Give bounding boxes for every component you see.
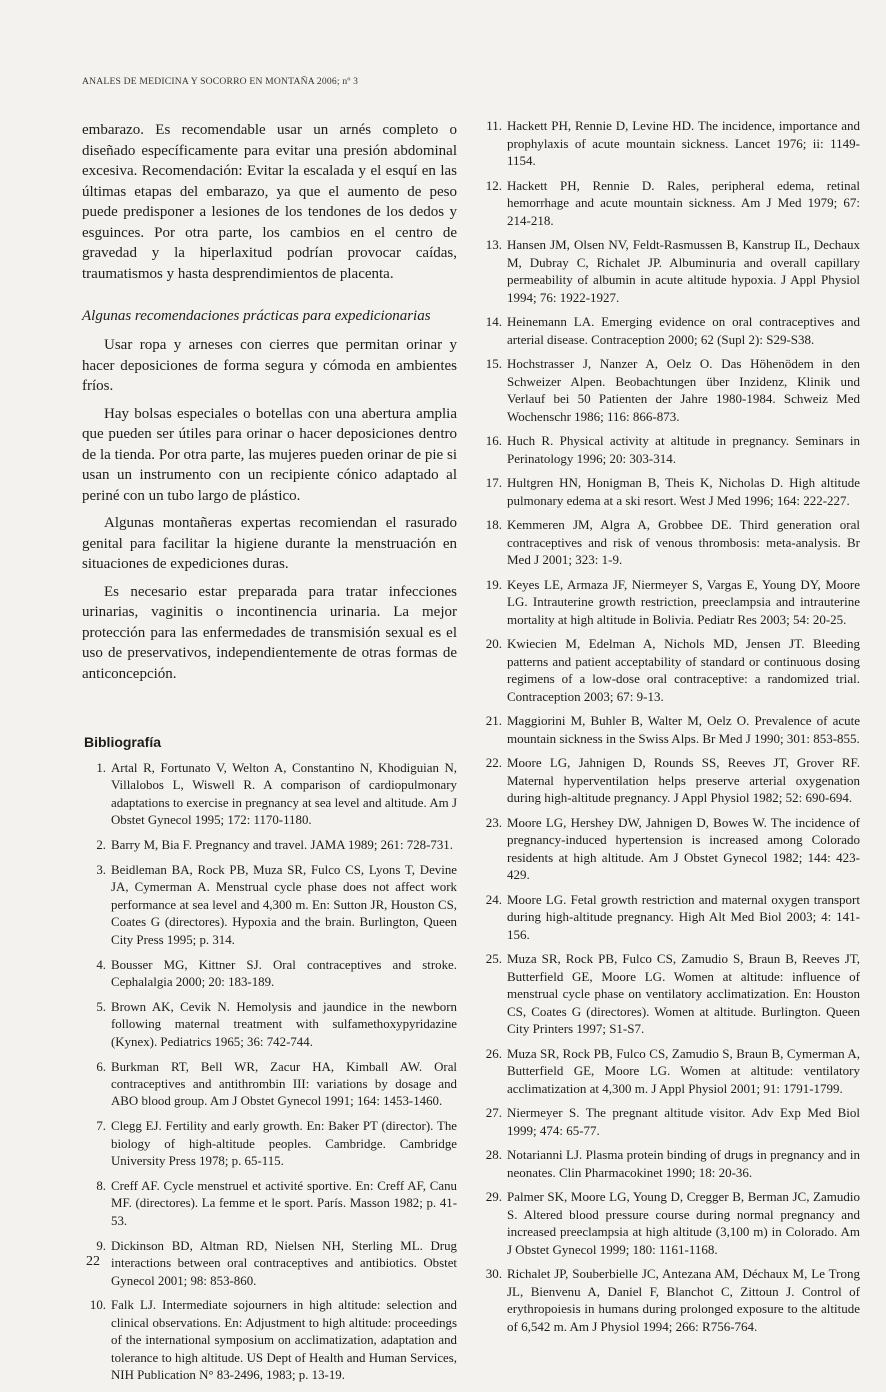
reference-number: 17. — [485, 475, 502, 490]
reference-text: Hackett PH, Rennie D, Levine HD. The incidence, importance and prophylaxis of acute mountain sickness. Lancet 1976; ii: 1149-1154. — [507, 118, 860, 168]
left-column — [82, 120, 457, 1392]
reference-text: Moore LG. Fetal growth restriction and maternal oxygen transport during high-altitude pregnancy. High Alt Med Biol 2003; 4: 141-156. — [507, 891, 860, 942]
reference-number: 19. — [485, 576, 502, 592]
reference-item — [478, 432, 860, 467]
reference-number: 11. — [486, 118, 502, 133]
reference-item — [478, 576, 860, 629]
reference-number: 15. — [485, 356, 502, 371]
reference-item — [478, 635, 860, 705]
reference-text: Clegg EJ. Fertility and early growth. En: Baker PT (director). The biology of high-altitude peoples. Cambridge. Cambridge University Press 1978; p. 65-115. — [111, 1119, 457, 1169]
reference-text: Kemmeren JM, Algra A, Grobbee DE. Third generation oral contraceptives and risk of venous thrombosis: meta-analysis. Br Med J 2001; 323: 1-9. — [507, 517, 860, 567]
reference-number: 9. — [96, 1238, 106, 1253]
reference-text: Artal R, Fortunato V, Welton A, Constantino N, Khodiguian N, Villalobos L, Wiswell R. A comparison of cardiopulmonary adaptations to exercise in pregnancy at sea level and altitude. Am J Obstet Gynecol 1995; 172: 1170-1180. — [111, 761, 457, 828]
reference-item — [82, 999, 457, 1051]
reference-item — [478, 117, 860, 170]
reference-text: Hackett PH, Rennie D. Rales, peripheral edema, retinal hemorrhage and acute mountain sickness. Am J Med 1979; 67: 214-218. — [507, 177, 860, 228]
reference-text: Muza SR, Rock PB, Fulco CS, Zamudio S, Braun B, Reeves JT, Butterfield GE, Moore LG. Women at altitude: influence of menstrual cycle phase on ventilatory acclimatization. En: Houston CS, Coates G (directores). Women at altitude. Burlington. Queen City Printers 1997; S1-S7. — [507, 951, 860, 1036]
reference-item — [82, 837, 457, 854]
reference-number: 4. — [96, 957, 106, 972]
reference-text: Burkman RT, Bell WR, Zacur HA, Kimball AW. Oral contraceptives and antithrombin III: variations by dosage and ABO blood group. Am J Obstet Gynecol 1991; 164: 1453-1460. — [111, 1059, 457, 1109]
reference-item — [478, 1265, 860, 1335]
reference-text: Hultgren HN, Honigman B, Theis K, Nicholas D. High altitude pulmonary edema at a ski resort. West J Med 1996; 164: 222-227. — [507, 475, 860, 508]
reference-item — [478, 313, 860, 348]
body-paragraph: Usar ropa y arneses con cierres que permitan orinar y hacer deposiciones de forma segura y cómoda en ambientes fríos. — [82, 337, 457, 394]
reference-item — [478, 1146, 860, 1181]
reference-item — [82, 862, 457, 949]
reference-number: 21. — [485, 713, 502, 728]
reference-number: 16. — [485, 433, 502, 448]
reference-number: 22. — [485, 755, 502, 770]
reference-text: Heinemann LA. Emerging evidence on oral contraceptives and arterial disease. Contraception 2000; 62 (Supl 2): S29-S38. — [507, 314, 860, 347]
reference-number: 27. — [485, 1105, 502, 1120]
running-head: ANALES DE MEDICINA Y SOCORRO EN MONTAÑA 2006; nº 3 — [82, 76, 359, 87]
reference-text: Notarianni LJ. Plasma protein binding of drugs in pregnancy and in neonates. Clin Pharmacokinet 1990; 18: 20-36. — [507, 1147, 860, 1180]
reference-item — [478, 1045, 860, 1098]
body-paragraph: Algunas montañeras expertas recomiendan el rasurado genital para facilitar la higiene durante la menstruación en situaciones de expediciones duras. — [82, 515, 457, 572]
reference-item — [478, 1104, 860, 1139]
reference-item — [82, 1059, 457, 1111]
reference-text: Palmer SK, Moore LG, Young D, Cregger B, Berman JC, Zamudio S. Altered blood pressure course during normal pregnancy and increased preeclampsia at high altitude (3,100 m) in Colorado. Am J Obstet Gynecol 1999; 180: 1161-1168. — [507, 1189, 860, 1257]
reference-text: Moore LG, Hershey DW, Jahnigen D, Bowes W. The incidence of pregnancy-induced hypertension is increased among Colorado residents at high altitude. Am J Obstet Gynecol 1982; 144: 423-429. — [507, 814, 860, 882]
reference-text: Maggiorini M, Buhler B, Walter M, Oelz O. Prevalence of acute mountain sickness in the Swiss Alps. Br Med J 1990; 301: 853-855. — [507, 713, 860, 746]
reference-text: Creff AF. Cycle menstruel et activité sportive. En: Creff AF, Canu MF. (directores). La femme et le sport. París. Masson 1982; p. 41-53. — [111, 1179, 457, 1228]
reference-text: Falk LJ. Intermediate sojourners in high altitude: selection and clinical observations. En: Adjustment to high altitude: proceedings of the international symposium on acclimatization, adaptation and tolerance to high altitude. US Dept of Health and Human Services, NIH Publication N° 83-2496, 1983; p. 13-19. — [111, 1298, 457, 1383]
reference-item — [478, 355, 860, 425]
reference-text: Huch R. Physical activity at altitude in pregnancy. Seminars in Perinatology 1996; 20: 303-314. — [507, 433, 860, 466]
reference-item — [82, 1178, 457, 1230]
reference-number: 6. — [96, 1059, 106, 1074]
reference-list-right — [478, 117, 860, 1335]
reference-item — [82, 1238, 457, 1290]
reference-number: 25. — [485, 951, 502, 966]
reference-number: 13. — [485, 237, 502, 252]
reference-item — [478, 814, 860, 884]
reference-text: Hochstrasser J, Nanzer A, Oelz O. Das Höhenödem in den Schweizer Alpen. Beobachtungen über Inzidenz, Klinik und Verlauf bei 50 Patienten der Jahre 1980-1984. Schweiz Med Wochenschr 1986; 116: 866-873. — [507, 356, 860, 424]
reference-text: Barry M, Bia F. Pregnancy and travel. JAMA 1989; 261: 728-731. — [111, 838, 453, 853]
reference-number: 30. — [485, 1266, 502, 1281]
reference-number: 2. — [96, 838, 106, 853]
reference-list-left — [82, 760, 457, 1385]
reference-number: 8. — [96, 1179, 106, 1194]
intro-paragraph: embarazo. Es recomendable usar un arnés completo o diseñado específicamente para evitar una presión abdominal excesiva. Recomendación: Evitar la escalada y el esquí en las últimas etapas del embarazo, ya que el aumento de peso puede predisponer a lesiones de los tendones de los dedos y esguinces. Por otra parte, los cambios en el centro de gravedad y la hiperlaxitud podrían provocar caídas, traumatismos y hasta desprendimientos de placenta. — [82, 122, 457, 282]
reference-text: Niermeyer S. The pregnant altitude visitor. Adv Exp Med Biol 1999; 474: 65-77. — [507, 1105, 860, 1138]
body-paragraph: Hay bolsas especiales o botellas con una abertura amplia que pueden ser útiles para orinar o hacer deposiciones dentro de la tienda. Por otra parte, las mujeres pueden orinar de pie si usan un instrumento con un recipiente cónico adaptado al periné con un tubo largo de plástico. — [82, 405, 457, 504]
reference-item — [82, 1118, 457, 1170]
reference-number: 1. — [96, 761, 106, 775]
right-column — [478, 117, 860, 1342]
reference-number: 5. — [96, 999, 106, 1014]
reference-number: 7. — [96, 1119, 106, 1134]
reference-number: 10. — [89, 1298, 106, 1313]
reference-item — [82, 1297, 457, 1384]
reference-item — [478, 754, 860, 807]
reference-number: 24. — [485, 891, 502, 907]
reference-text: Dickinson BD, Altman RD, Nielsen NH, Sterling ML. Drug interactions between oral contraceptives and antibiotics. Obstet Gynecol 2001; 98: 853-860. — [111, 1238, 457, 1288]
reference-item — [478, 516, 860, 569]
reference-number: 28. — [485, 1147, 502, 1162]
reference-text: Kwiecien M, Edelman A, Nichols MD, Jensen JT. Bleeding patterns and patient acceptability of standard or continuous dosing regimens of a low-dose oral contraceptive: a randomized trial. Contraception 2003; 67: 9-13. — [507, 636, 860, 704]
reference-text: Muza SR, Rock PB, Fulco CS, Zamudio S, Braun B, Cymerman A, Butterfield GE, Moore LG. Women at altitude: ventilatory acclimatization at 4,300 m. J Appl Physiol 2001; 91: 1791-1799. — [507, 1045, 860, 1096]
bibliography-heading: Bibliografía — [84, 734, 162, 750]
reference-number: 12. — [485, 177, 502, 193]
page-number: 22 — [86, 1254, 100, 1269]
reference-item — [478, 474, 860, 509]
reference-number: 3. — [96, 863, 106, 878]
reference-item — [82, 957, 457, 992]
reference-item — [478, 1188, 860, 1258]
reference-item — [478, 891, 860, 944]
body-paragraph: Es necesario estar preparada para tratar infecciones urinarias, vaginitis o incontinencia urinaria. La mejor protección para las enfermedades de transmisión sexual es el uso de preservativos, independientemente de otras formas de anticoncepción. — [82, 583, 457, 682]
reference-item — [82, 760, 457, 830]
reference-text: Moore LG, Jahnigen D, Rounds SS, Reeves JT, Grover RF. Maternal hyperventilation helps preserve arterial oxygenation during high-altitude pregnancy. J Appl Physiol 1982; 52: 690-694. — [507, 755, 860, 805]
reference-item — [478, 177, 860, 230]
reference-number: 29. — [485, 1189, 502, 1204]
reference-text: Hansen JM, Olsen NV, Feldt-Rasmussen B, Kanstrup IL, Dechaux M, Dubray C, Richalet JP. Albuminuria and overall capillary permeability of albumin in acute altitude hypoxia. J Appl Physiol 1994; 76: 1922-1927. — [507, 237, 860, 305]
reference-text: Richalet JP, Souberbielle JC, Antezana AM, Déchaux M, Le Trong JL, Bienvenu A, Daniel F, Blanchot C, Zittoun J. Control of erythropoiesis in humans during prolonged exposure to the altitude of 6,542 m. Am J Physiol 1994; 266: R756-764. — [507, 1266, 860, 1334]
reference-item — [478, 712, 860, 747]
reference-number: 23. — [485, 814, 502, 830]
section-heading: Algunas recomendaciones prácticas para expedicionarias — [82, 308, 431, 324]
reference-item — [478, 236, 860, 306]
reference-number: 26. — [485, 1045, 502, 1061]
reference-text: Keyes LE, Armaza JF, Niermeyer S, Vargas E, Young DY, Moore LG. Intrauterine growth restriction, preeclampsia and intrauterine mortality at high altitude in Bolivia. Pediatr Res 2003; 54: 20-25. — [507, 576, 860, 627]
reference-number: 18. — [485, 517, 502, 532]
reference-number: 20. — [485, 636, 502, 651]
reference-item — [478, 950, 860, 1038]
reference-text: Beidleman BA, Rock PB, Muza SR, Fulco CS, Lyons T, Devine JA, Cymerman A. Menstrual cycle phase does not affect work performance at sea level and 4,300 m. En: Sutton JR, Houston CS, Coates G (directores). Hypoxia and the brain. Burlington, Queen City Press 1995; p. 314. — [111, 863, 457, 947]
reference-number: 14. — [485, 314, 502, 329]
reference-text: Bousser MG, Kittner SJ. Oral contraceptives and stroke. Cephalalgia 2000; 20: 183-189. — [111, 957, 457, 989]
reference-text: Brown AK, Cevik N. Hemolysis and jaundice in the newborn following maternal treatment with sulfamethoxypyridazine (Kynex). Pediatrics 1965; 36: 742-744. — [111, 999, 457, 1049]
